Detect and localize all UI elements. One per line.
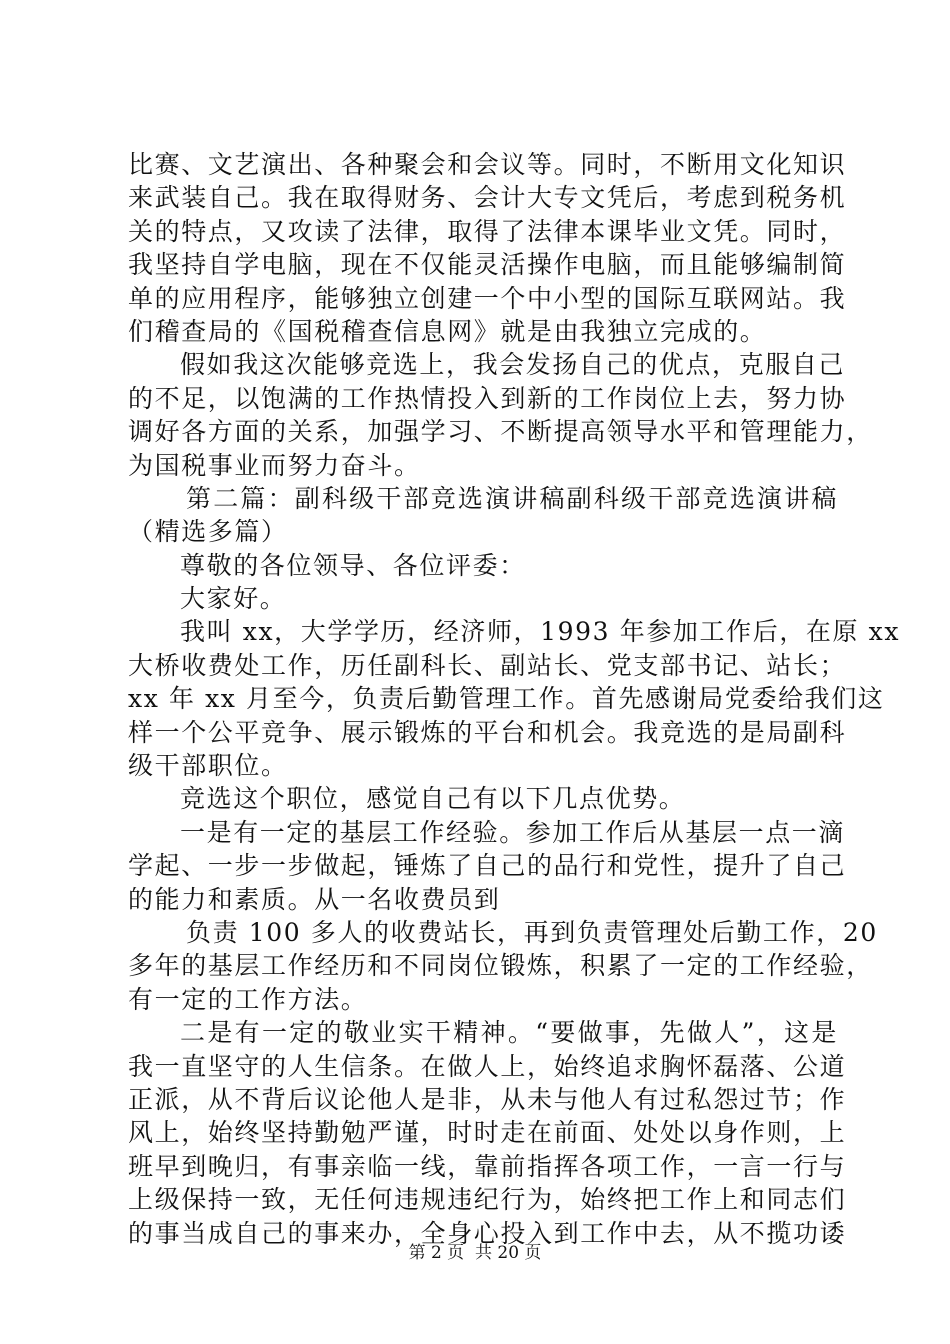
paragraph-start: 负责 100 多人的收费站长，再到负责管理处后勤工作，20 — [186, 917, 878, 947]
text-line: 学起、一步一步做起，锤炼了自己的品行和党性，提升了自己 — [128, 851, 847, 881]
text-line: 风上，始终坚持勤勉严谨，时时走在前面、处处以身作则，上 — [128, 1118, 847, 1148]
page-number: 第 2 页 共 20 页 — [408, 1243, 542, 1263]
text-line: xx 年 xx 月至今，负责后勤管理工作。首先感谢局党委给我们这 — [128, 684, 885, 714]
text-line: 调好各方面的关系，加强学习、不断提高领导水平和管理能力， — [128, 417, 873, 447]
text-line: 们稽查局的《国税稽查信息网》就是由我独立完成的。 — [128, 316, 767, 346]
text-line: 级干部职位。 — [128, 751, 288, 781]
text-line: 我一直坚守的人生信条。在做人上，始终追求胸怀磊落、公道 — [128, 1051, 847, 1081]
text-line: 的事当成自己的事来办，全身心投入到工作中去，从不揽功诿 — [128, 1218, 847, 1248]
text-line: 有一定的工作方法。 — [128, 984, 368, 1014]
section-heading-continued: （精选多篇） — [128, 517, 288, 547]
paragraph-start: 二是有一定的敬业实干精神。“要做事，先做人”，这是 — [180, 1018, 838, 1048]
text-line: 为国税事业而努力奋斗。 — [128, 450, 421, 480]
paragraph-start: 假如我这次能够竞选上，我会发扬自己的优点，克服自己 — [180, 350, 846, 380]
section-heading: 第二篇：副科级干部竞选演讲稿副科级干部竞选演讲稿 — [186, 483, 838, 513]
text-line: 上级保持一致，无任何违规违纪行为，始终把工作上和同志们 — [128, 1185, 847, 1215]
text-line: 来武装自己。我在取得财务、会计大专文凭后，考虑到税务机 — [128, 183, 847, 213]
text-line: 单的应用程序，能够独立创建一个中小型的国际互联网站。我 — [128, 283, 847, 313]
paragraph-start: 一是有一定的基层工作经验。参加工作后从基层一点一滴 — [180, 817, 846, 847]
text-line: 我坚持自学电脑，现在不仅能灵活操作电脑，而且能够编制简 — [128, 250, 847, 280]
text-line: 的不足，以饱满的工作热情投入到新的工作岗位上去，努力协 — [128, 383, 847, 413]
text-line: 的能力和素质。从一名收费员到 — [128, 884, 501, 914]
greeting: 大家好。 — [180, 584, 287, 614]
text-line: 样一个公平竞争、展示锻炼的平台和机会。我竞选的是局副科 — [128, 717, 847, 747]
text-line: 多年的基层工作经历和不同岗位锻炼，积累了一定的工作经验， — [128, 951, 873, 981]
paragraph-start: 竞选这个职位，感觉自己有以下几点优势。 — [180, 784, 686, 814]
paragraph-start: 我叫 xx，大学学历，经济师，1993 年参加工作后，在原 xx — [180, 617, 901, 647]
salutation: 尊敬的各位领导、各位评委： — [180, 550, 526, 580]
text-line: 正派，从不背后议论他人是非，从未与他人有过私怨过节；作 — [128, 1084, 847, 1114]
text-line: 班早到晚归，有事亲临一线，靠前指挥各项工作，一言一行与 — [128, 1151, 847, 1181]
text-line: 大桥收费处工作，历任副科长、副站长、党支部书记、站长； — [128, 650, 847, 680]
document-body — [128, 148, 901, 1250]
text-line: 比赛、文艺演出、各种聚会和会议等。同时，不断用文化知识 — [128, 150, 847, 179]
text-line: 关的特点，又攻读了法律，取得了法律本课毕业文凭。同时， — [128, 216, 847, 246]
